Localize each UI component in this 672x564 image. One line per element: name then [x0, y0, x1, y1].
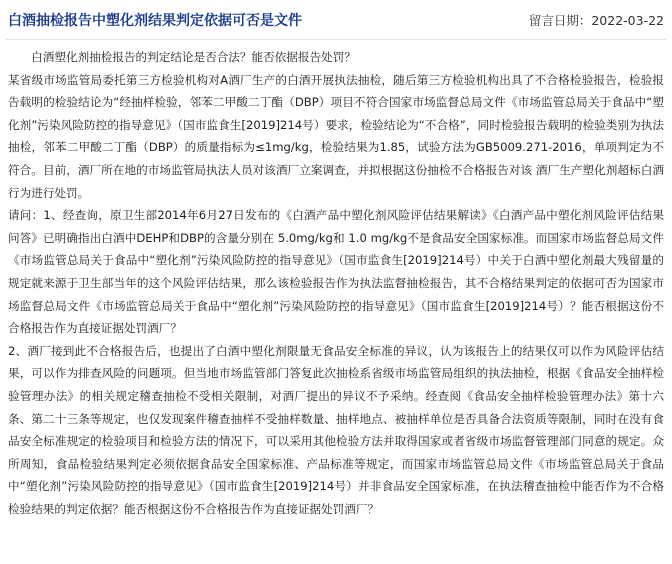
- message-paragraph-question-1: 请问：1、经查询，原卫生部2014年6月27日发布的《白酒产品中塑化剂风险评估结果解读》《白酒产品中塑化剂风险评估结果问答》已明确指出白酒中DEHP和DBP的含量分别在 5.0mg/kg和 1.0 mg/kg不是食品安全国家标准。而国家市场监督总局文件《市场监管总局关于食品中“塑化剂”污染风险防控的指导意见》（国市监食生[2019]214号）中关于白酒中塑化剂最大残留量的规定就来源于卫生部当年的这个风险评估结果，那么该检验报告作为执法监督抽检报告，其不合格结果判定的依据可否为国家市场监督总局文件《市场监管总局关于食品中“塑化剂”污染风险防控的指导意见》（国市监食生[2019]214号）？能否根据这份不合格报告作为直接证据处罚酒厂？: [8, 208, 664, 336]
- message-body: [6, 40, 666, 520]
- date-label: 留言日期：: [528, 12, 592, 28]
- message-title: 白酒抽检报告中塑化剂结果判定依据可否是文件: [8, 12, 302, 29]
- message-paragraph-question-2: 2、酒厂接到此不合格报告后，也提出了白酒中塑化剂限量无食品安全标准的异议，认为该报告上的结果仅可以作为风险评估结果，可以作为排查风险的问题项。但当地市场监管部门答复此次抽检系省级市场监管局组织的执法抽检，根据《食品安全抽样检验管理办法》的相关规定稽查抽检不受相关限制，对酒厂提出的异议不予采纳。经查阅《食品安全抽样检验管理办法》第十六条、第二十三条等规定，也仅发现案件稽查抽样不受抽样数量、抽样地点、被抽样单位是否具备合法资质等限制，同时在没有食品安全标准规定的检验项目和检验方法的情况下，可以采用其他检验方法并取得国家或者省级市场监督管理部门同意的规定。众所周知，食品检验结果判定必须依据食品安全国家标准、产品标准等规定，而国家市场监管总局文件《市场监管总局关于食品中“塑化剂”污染风险防控的指导意见》（国市监食生[2019]214号）并非食品安全国家标准，在执法稽查抽检中能否作为不合格检验结果的判定依据？能否根据这份不合格报告作为直接证据处罚酒厂？: [8, 343, 664, 516]
- message-date: [529, 11, 664, 29]
- date-value: 2022-03-22: [591, 12, 664, 28]
- message-intro: 白酒塑化剂抽检报告的判定结论是否合法？能否依据报告处罚？: [31, 50, 356, 64]
- message-paragraph-background: 某省级市场监管局委托第三方检验机构对A酒厂生产的白酒开展执法抽检，随后第三方检验机构出具了不合格检验报告，检验报告载明的检验结论为“经抽样检验，邻苯二甲酸二丁酯（DBP）项目不符合国家市场监督总局文件《市场监管总局关于食品中“塑化剂”污染风险防控的指导意见》（国市监食生[2019]214号）要求，检验结论为“不合格”，同时检验报告载明的检验类别为执法抽检，邻苯二甲酸二丁酯（DBP）的质量指标为≤1mg/kg，检验结果为1.85，试验方法为GB5009.271-2016，单项判定为不符合。目前，酒厂所在地的市场监管局执法人员对该酒厂立案调查，并拟根据这份抽检不合格报告对该 酒厂生产塑化剂超标白酒行为进行处罚。: [8, 72, 664, 200]
- message-header: [6, 0, 666, 40]
